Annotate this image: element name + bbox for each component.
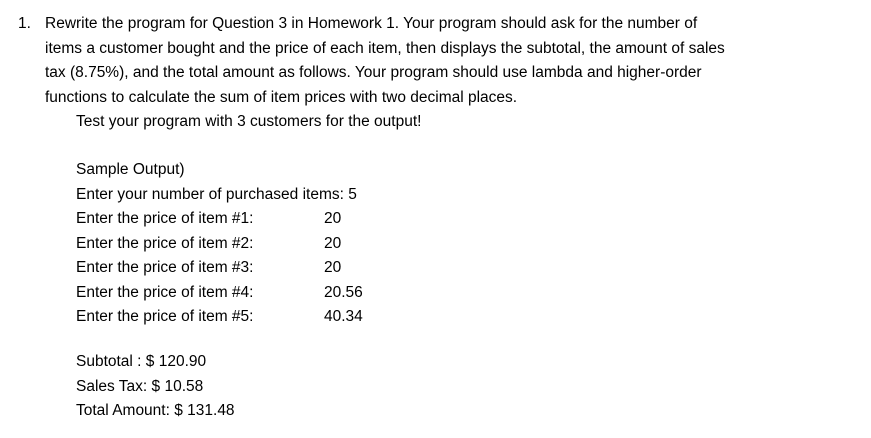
test-instruction: Test your program with 3 customers for the output! xyxy=(76,113,422,130)
question-number: 1. xyxy=(18,15,31,32)
item-price-row xyxy=(76,232,357,257)
subtotal-line: Subtotal : $ 120.90 xyxy=(76,353,207,370)
item-price-row xyxy=(76,207,357,232)
item-price-value: 20 xyxy=(324,210,342,227)
item-price-row xyxy=(76,281,363,306)
item-price-value: 40.34 xyxy=(324,308,363,325)
question-line: tax (8.75%), and the total amount as follows. Your program should use lambda and higher-order xyxy=(45,64,702,81)
item-price-label: Enter the price of item #4: xyxy=(76,283,254,301)
totals-summary xyxy=(76,350,235,424)
sample-output xyxy=(76,158,363,330)
item-price-row xyxy=(76,305,363,330)
total-amount-line: Total Amount: $ 131.48 xyxy=(76,402,235,419)
question-line: items a customer bought and the price of each item, then displays the subtotal, the amount of sales xyxy=(45,39,725,57)
question-line: functions to calculate the sum of item prices with two decimal places. xyxy=(45,88,518,106)
item-price-label: Enter the price of item #2: xyxy=(76,234,254,252)
item-count-prompt: Enter your number of purchased items: 5 xyxy=(76,185,357,203)
item-price-value: 20.56 xyxy=(324,283,363,301)
sales-tax-line: Sales Tax: $ 10.58 xyxy=(76,377,204,395)
item-price-row xyxy=(76,256,357,281)
question-text xyxy=(45,12,845,110)
question-line: Rewrite the program for Question 3 in Homework 1. Your program should ask for the number of xyxy=(45,15,698,32)
item-price-label: Enter the price of item #3: xyxy=(76,259,254,276)
item-price-label: Enter the price of item #1: xyxy=(76,210,254,227)
item-price-value: 20 xyxy=(324,234,342,252)
sample-output-heading: Sample Output) xyxy=(76,161,185,178)
item-price-label: Enter the price of item #5: xyxy=(76,308,254,325)
item-price-value: 20 xyxy=(324,259,342,276)
